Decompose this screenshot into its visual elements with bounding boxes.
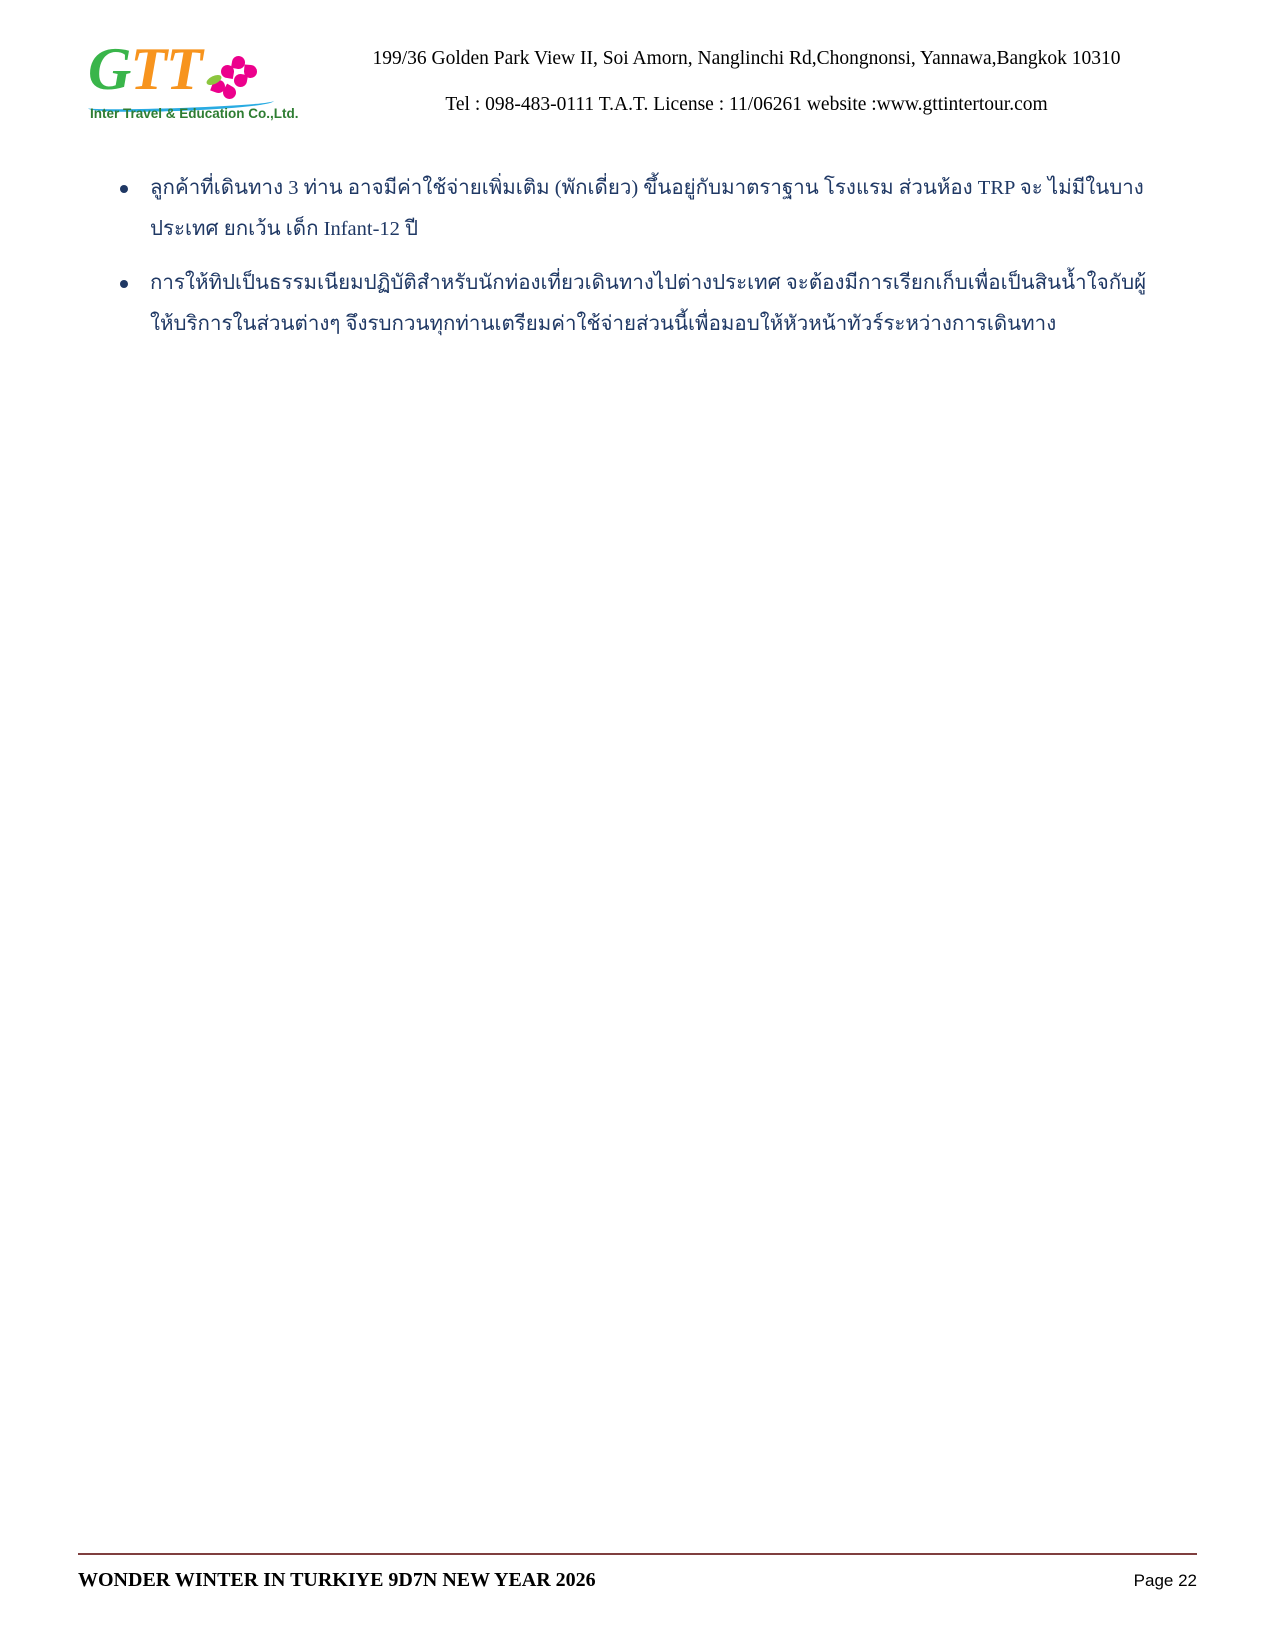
footer-row <box>78 1569 1197 1592</box>
header-address: 199/36 Golden Park View II, Soi Amorn, Nanglinchi Rd,Chongnonsi, Yannawa,Bangkok 10310 <box>372 48 1121 69</box>
document-header <box>78 28 1205 148</box>
flower-icon <box>206 56 266 100</box>
logo-subtitle: Inter Travel & Education Co.,Ltd. <box>90 106 299 121</box>
header-contact: Tel : 098-483-0111 T.A.T. License : 11/06261 website :www.gttintertour.com <box>445 94 1048 115</box>
footer-title: WONDER WINTER IN TURKIYE 9D7N NEW YEAR 2026 <box>78 1569 596 1591</box>
company-logo <box>88 36 299 158</box>
document-content <box>112 168 1155 358</box>
header-contact-block <box>288 36 1205 128</box>
page-number: Page 22 <box>1133 1571 1197 1590</box>
list-item: ลูกค้าที่เดินทาง 3 ท่าน อาจมีค่าใช้จ่ายเพิ่มเติม (พักเดี่ยว) ขึ้นอยู่กับมาตราฐาน โรงแรม ส่วนห้อง TRP จะ ไม่มีในบางประเทศ ยกเว้น เด็ก Infant-12 ปี <box>112 168 1155 250</box>
document-footer <box>78 1553 1197 1592</box>
list-item: การให้ทิปเป็นธรรมเนียมปฏิบัติสำหรับนักท่องเที่ยวเดินทางไปต่างประเทศ จะต้องมีการเรียกเก็บเพื่อเป็นสินน้ำใจกับผู้ให้บริการในส่วนต่างๆ จึงรบกวนทุกท่านเตรียมค่าใช้จ่ายส่วนนี้เพื่อมอบให้หัวหน้าทัวร์ระหว่างการเดินทาง <box>112 263 1155 345</box>
notes-list <box>112 168 1155 345</box>
footer-divider <box>78 1553 1197 1555</box>
logo-wordmark: GTT <box>88 36 202 102</box>
